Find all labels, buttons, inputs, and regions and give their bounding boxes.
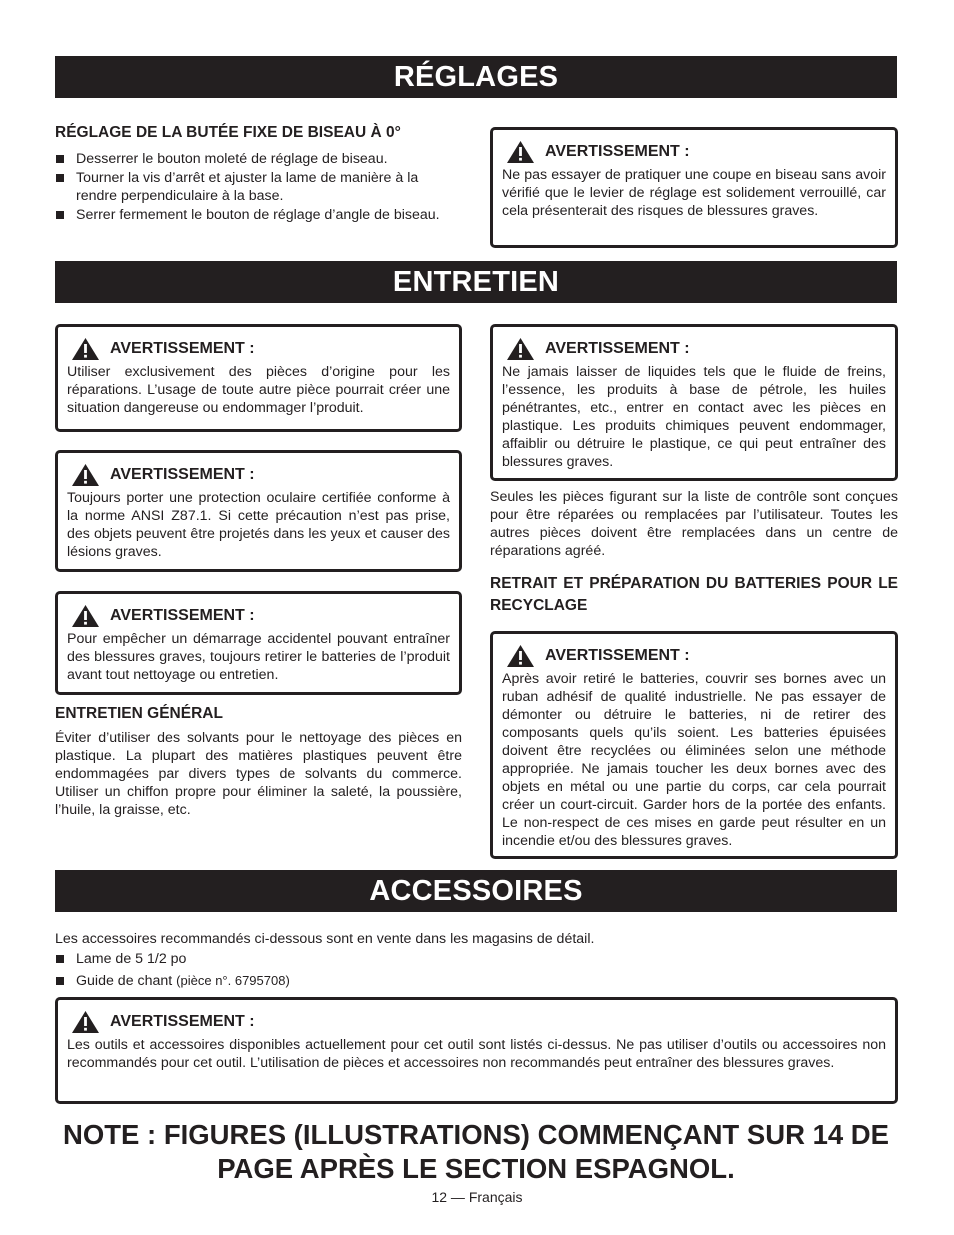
warning-triangle-icon [71, 463, 100, 487]
warning-text: Ne jamais laisser de liquides tels que le fluide de freins, l’essence, les produits à base de pétrole, les huiles pénétrantes, etc., entrer en contact avec les pièces en plastique. Les produits chimiques peuvent endommager, affaiblir ou détruire le plastique, ce qui peut entraîner des blessures graves. [502, 364, 886, 470]
replaceable-parts [490, 488, 898, 617]
replaceable-parts-text: Seules les pièces figurant sur la liste de contrôle sont conçues pour être réparées ou remplacées par l’utilisateur. Toutes les autres pièces doivent être remplacées dans un centre de réparations agréé. [490, 489, 898, 559]
list-item: Tourner la vis d’arrêt et ajuster la lame de manière à la rendre perpendiculaire à la base. [55, 169, 462, 205]
warning-title: AVERTISSEMENT : [545, 647, 690, 664]
warning-triangle-icon [71, 337, 100, 361]
warning-box-bevel [490, 127, 898, 248]
accessories-list [55, 950, 897, 990]
list-item: Serrer fermement le bouton de réglage d’angle de biseau. [55, 206, 462, 224]
bevel-steps-list [55, 150, 462, 224]
warning-text: Pour empêcher un démarrage accidentel pouvant entraîner des blessures graves, toujours retirer le batteries de l’produit avant tout nettoyage ou entretien. [67, 631, 450, 683]
reglages-left-column [55, 123, 462, 225]
warning-title: AVERTISSEMENT : [110, 466, 255, 483]
page-footer: 12 — Français [431, 1189, 523, 1205]
figures-note [55, 1118, 897, 1186]
general-maintenance [55, 704, 462, 819]
general-maintenance-heading: ENTRETIEN GÉNÉRAL [55, 705, 223, 722]
warning-triangle-icon [506, 140, 535, 164]
battery-recycling-heading: RETRAIT ET PRÉPARATION DU BATTERIES POUR LE RECYCLAGE [490, 575, 898, 614]
general-maintenance-text: Éviter d’utiliser des solvants pour le nettoyage des pièces en plastique. La plupart des matières plastiques peuvent être endommagées par divers types de solvants du commerce. Utiliser un chiffon propre pour éliminer la saleté, la poussière, l’huile, la graisse, etc. [55, 730, 462, 818]
square-bullet-icon [56, 155, 64, 163]
bevel-stop-heading: RÉGLAGE DE LA BUTÉE FIXE DE BISEAU À 0° [55, 124, 401, 141]
square-bullet-icon [56, 211, 64, 219]
figures-note-line-2: PAGE APRÈS LE SECTION ESPAGNOL. [217, 1153, 735, 1184]
warning-title: AVERTISSEMENT : [110, 607, 255, 624]
warning-box-eye-protection [55, 450, 462, 572]
warning-triangle-icon [71, 604, 100, 628]
warning-box-liquids [490, 324, 898, 481]
warning-text: Toujours porter une protection oculaire certifiée conforme à la norme ANSI Z87.1. Si cette précaution n’est pas prise, des objets peuvent être projetés dans les yeux et causer des lésions graves. [67, 490, 450, 560]
square-bullet-icon [56, 174, 64, 182]
list-item: Lame de 5 1/2 po [55, 950, 897, 968]
section-banner-accessoires: ACCESSOIRES [55, 870, 897, 912]
warning-title: AVERTISSEMENT : [545, 340, 690, 357]
warning-text: Les outils et accessoires disponibles actuellement pour cet outil sont listés ci-dessus. Ne pas utiliser d’outils ou accessoires non recommandés pour cet outil. L’utilisation de pièces et accessoires non recommandés peut entraîner des blessures graves. [67, 1037, 886, 1071]
warning-title: AVERTISSEMENT : [110, 340, 255, 357]
section-banner-entretien: ENTRETIEN [55, 261, 897, 303]
warning-triangle-icon [506, 337, 535, 361]
warning-title: AVERTISSEMENT : [545, 143, 690, 160]
warning-text: Après avoir retiré le batteries, couvrir ses bornes avec un ruban adhésif de qualité industrielle. Ne pas essayer de démonter ou détruire le batteries, ni de retirer des composants quels qu’ils soient. Les batteries épuisées doivent être recyclées ou éliminées selon une méthode appropriée. Ne jamais toucher les deux bornes avec des objets en métal ou une partie du corps, car cela pourrait créer un court-circuit. Garder hors de la portée des enfants. Le non-respect de ces mises en garde peut résulter en un incendie et/ou des blessures graves. [502, 671, 886, 849]
accessories-intro: Les accessoires recommandés ci-dessous sont en vente dans les magasins de détail. [55, 931, 595, 947]
list-item: Desserrer le bouton moleté de réglage de biseau. [55, 150, 462, 168]
accessories-content [55, 930, 897, 991]
warning-text: Utiliser exclusivement des pièces d’origine pour les réparations. L’usage de toute autre pièce pourrait créer une situation dangereuse ou endommager l’produit. [67, 364, 450, 416]
warning-triangle-icon [71, 1010, 100, 1034]
square-bullet-icon [56, 977, 64, 985]
warning-triangle-icon [506, 644, 535, 668]
square-bullet-icon [56, 955, 64, 963]
list-item: Guide de chant (pièce n°. 6795708) [55, 972, 897, 990]
warning-box-accessories [55, 997, 898, 1104]
warning-box-battery [490, 631, 898, 859]
warning-text: Ne pas essayer de pratiquer une coupe en biseau sans avoir vérifié que le levier de réglage est solidement verrouillé, car cela présenterait des risques de blessures graves. [502, 167, 886, 219]
figures-note-line-1: NOTE : FIGURES (ILLUSTRATIONS) COMMENÇANT SUR 14 DE [62, 1119, 890, 1150]
warning-box-original-parts [55, 324, 462, 432]
section-banner-reglages: RÉGLAGES [55, 56, 897, 98]
warning-box-accidental-start [55, 591, 462, 695]
warning-title: AVERTISSEMENT : [110, 1013, 255, 1030]
